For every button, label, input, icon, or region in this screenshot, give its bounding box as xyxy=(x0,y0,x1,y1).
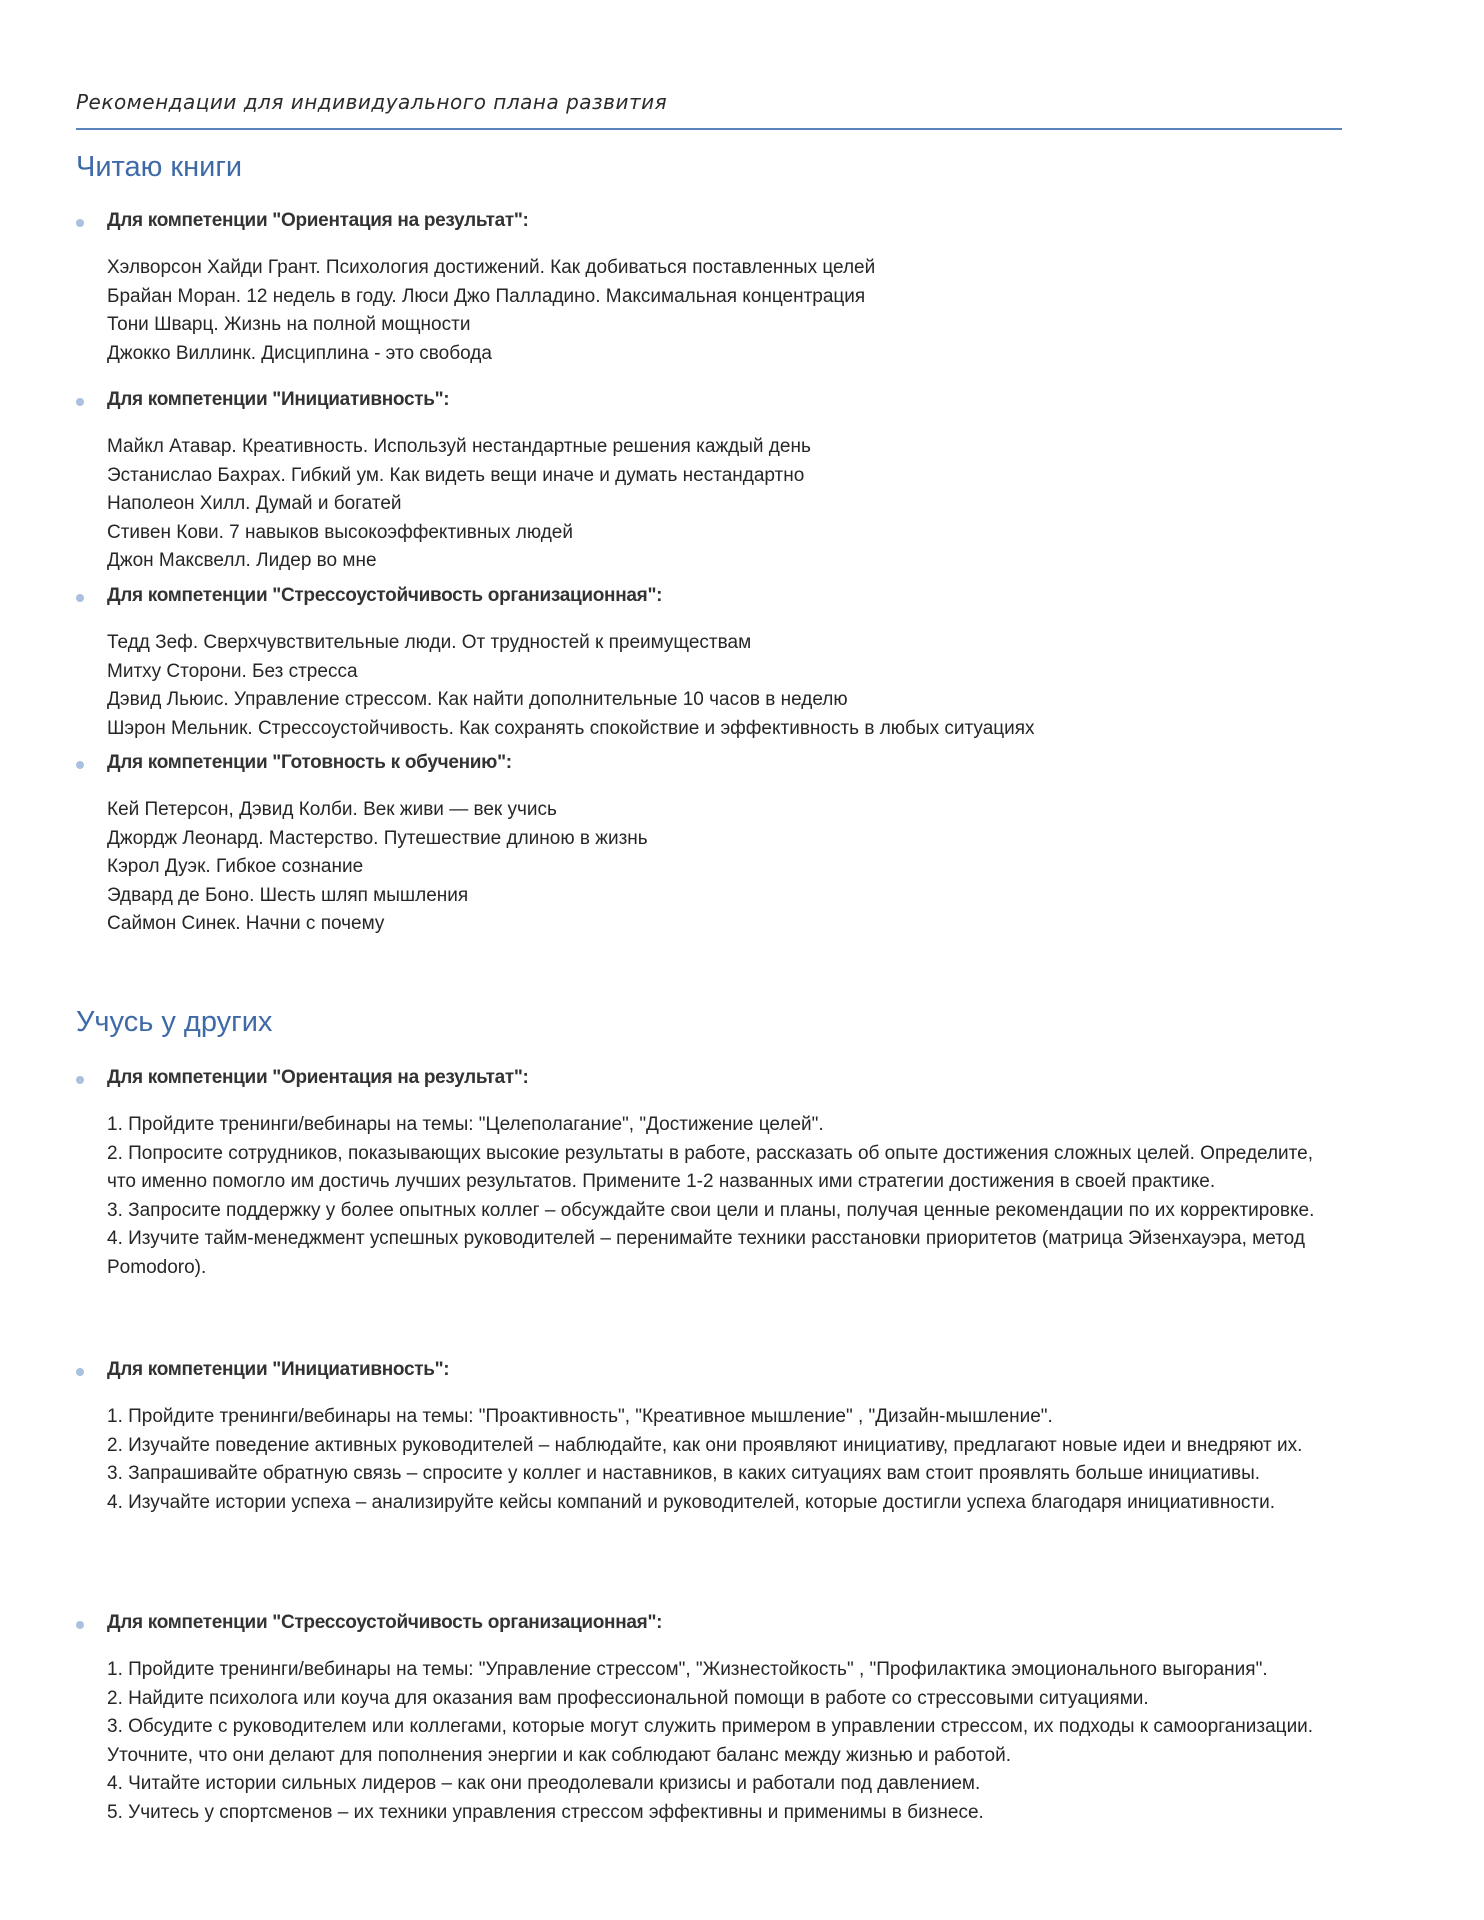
section-heading-others: Учусь у других xyxy=(76,1006,273,1038)
book-line: Дэвид Льюис. Управление стрессом. Как найти дополнительные 10 часов в неделю xyxy=(107,689,848,710)
recommendation-item: 2. Изучайте поведение активных руководителей – наблюдайте, как они проявляют инициативу, предлагают новые идеи и внедряют их. xyxy=(107,1434,1303,1456)
page-header-title: Рекомендации для индивидуального плана развития xyxy=(76,90,668,114)
book-line: Джордж Леонард. Мастерство. Путешествие длиною в жизнь xyxy=(107,827,648,849)
competency-label: Для компетенции "Инициативность": xyxy=(107,389,450,410)
book-line: Джокко Виллинк. Дисциплина - это свобода xyxy=(107,342,492,364)
recommendation-item: 3. Обсудите с руководителем или коллегами, которые могут служить примером в управлении стрессом, их подходы к самоорганизации. Уточните, что они делают для пополнения энергии и как соблюдают баланс между жизнью и работой. xyxy=(107,1716,1314,1766)
book-line: Тони Шварц. Жизнь на полной мощности xyxy=(107,314,471,335)
book-line: Джон Максвелл. Лидер во мне xyxy=(107,550,377,571)
recommendation-item: 3. Запросите поддержку у более опытных коллег – обсуждайте свои цели и планы, получая ценные рекомендации по их корректировке. xyxy=(107,1199,1315,1221)
books-group-learning xyxy=(76,752,1346,939)
competency-label: Для компетенции "Готовность к обучению": xyxy=(107,752,512,773)
section-heading-books: Читаю книги xyxy=(76,151,243,183)
recommendation-item: 4. Изучайте истории успеха – анализируйте кейсы компаний и руководителей, которые достигли успеха благодаря инициативности. xyxy=(107,1491,1276,1513)
recommendation-item: 4. Изучите тайм-менеджмент успешных руководителей – перенимайте техники расстановки приоритетов (матрица Эйзенхауэра, метод Pomodoro). xyxy=(107,1228,1305,1278)
bullet-icon xyxy=(76,1621,84,1629)
books-group-results xyxy=(76,210,1346,368)
recommendation-item: 2. Найдите психолога или коуча для оказания вам профессиональной помощи в работе со стрессовыми ситуациями. xyxy=(107,1687,1149,1709)
bullet-icon xyxy=(76,398,84,406)
book-line: Майкл Атавар. Креативность. Используй нестандартные решения каждый день xyxy=(107,436,811,457)
competency-label: Для компетенции "Инициативность": xyxy=(107,1359,450,1380)
book-line: Эстанислао Бахрах. Гибкий ум. Как видеть вещи иначе и думать нестандартно xyxy=(107,464,805,486)
books-group-initiative xyxy=(76,389,1346,576)
others-group-initiative xyxy=(76,1359,1346,1517)
bullet-icon xyxy=(76,219,84,227)
recommendation-item: 2. Попросите сотрудников, показывающих высокие результаты в работе, рассказать об опыте достижения сложных целей. Определите, что именно помогло им достичь лучших результатов. Примените 1-2 названных ими стратегии достижения в своей практике. xyxy=(107,1142,1314,1192)
book-line: Стивен Кови. 7 навыков высокоэффективных людей xyxy=(107,521,573,543)
recommendation-item: 1. Пройдите тренинги/вебинары на темы: "Управление стрессом", "Жизнестойкость" , "Профилактика эмоционального выгорания". xyxy=(107,1659,1268,1680)
book-line: Митху Сторони. Без стресса xyxy=(107,660,358,682)
bullet-icon xyxy=(76,594,84,602)
competency-label: Для компетенции "Стрессоустойчивость организационная": xyxy=(107,585,663,606)
book-line: Брайан Моран. 12 недель в году. Люси Джо Палладино. Максимальная концентрация xyxy=(107,285,866,307)
recommendation-item: 4. Читайте истории сильных лидеров – как они преодолевали кризисы и работали под давлением. xyxy=(107,1773,981,1794)
competency-label: Для компетенции "Ориентация на результат": xyxy=(107,210,529,231)
book-line: Саймон Синек. Начни с почему xyxy=(107,913,385,934)
bullet-icon xyxy=(76,761,84,769)
bullet-icon xyxy=(76,1368,84,1376)
recommendation-item: 5. Учитесь у спортсменов – их техники управления стрессом эффективны и применимы в бизнесе. xyxy=(107,1801,984,1823)
bullet-icon xyxy=(76,1076,84,1084)
recommendation-item: 1. Пройдите тренинги/вебинары на темы: "Проактивность", "Креативное мышление" , "Дизайн-мышление". xyxy=(107,1406,1053,1427)
books-group-stress xyxy=(76,585,1346,743)
recommendation-item: 1. Пройдите тренинги/вебинары на темы: "Целеполагание", "Достижение целей". xyxy=(107,1114,824,1135)
book-line: Эдвард де Боно. Шесть шляп мышления xyxy=(107,884,469,906)
book-line: Кэрол Дуэк. Гибкое сознание xyxy=(107,856,364,877)
book-line: Шэрон Мельник. Стрессоустойчивость. Как сохранять спокойствие и эффективность в любых ситуациях xyxy=(107,717,1035,739)
others-group-results xyxy=(76,1067,1346,1282)
book-line: Тедд Зеф. Сверхчувствительные люди. От трудностей к преимуществам xyxy=(107,632,752,653)
recommendation-item: 3. Запрашивайте обратную связь – спросите у коллег и наставников, в каких ситуациях вам стоит проявлять больше инициативы. xyxy=(107,1463,1261,1484)
book-line: Кей Петерсон, Дэвид Колби. Век живи — век учись xyxy=(107,799,557,820)
competency-label: Для компетенции "Ориентация на результат": xyxy=(107,1067,529,1088)
book-line: Хэлворсон Хайди Грант. Психология достижений. Как добиваться поставленных целей xyxy=(107,257,876,278)
others-group-stress xyxy=(76,1612,1346,1827)
book-line: Наполеон Хилл. Думай и богатей xyxy=(107,493,402,514)
header-divider xyxy=(76,128,1342,130)
competency-label: Для компетенции "Стрессоустойчивость организационная": xyxy=(107,1612,663,1633)
